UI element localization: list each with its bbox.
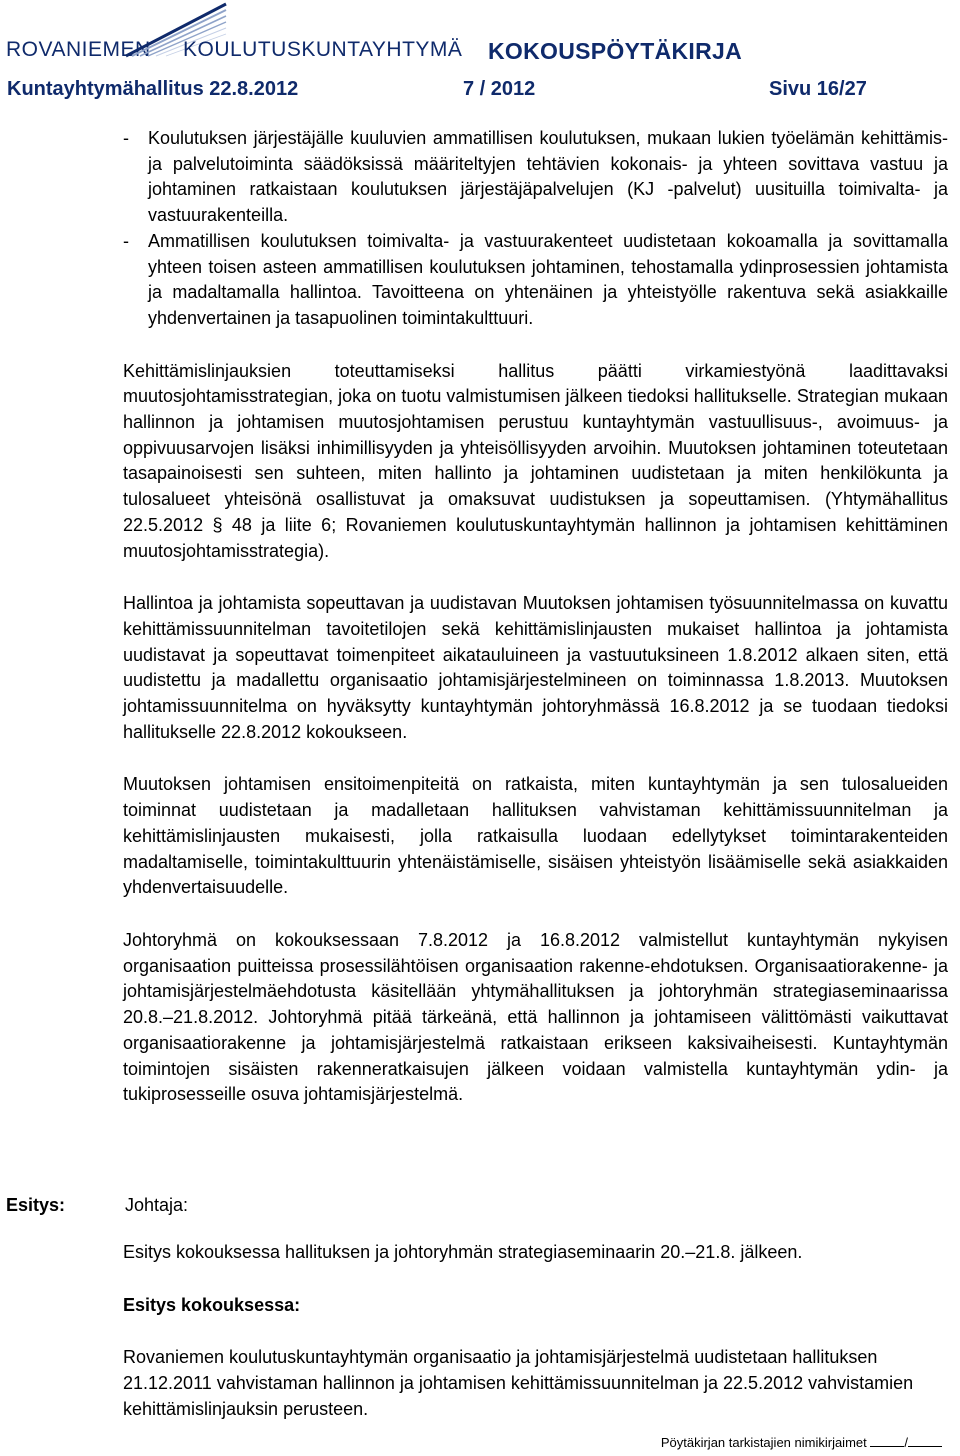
footer-separator: / (904, 1435, 908, 1450)
document-body (123, 126, 948, 1108)
header-meta-row (7, 78, 907, 104)
bullet-dash: - (123, 230, 129, 251)
logo-text-left: ROVANIEMEN (6, 38, 151, 61)
body-paragraph: Muutoksen johtamisen ensitoimenpiteitä on ratkaista, miten kuntayhtymän ja sen tulosalueiden toiminnat uudistetaan ja madalletaan hallituksen vahvistaman kehittämissuunnitelman ja kehittämislinjausten mukaisesti, jolla ratkaisulla luodaan edellytykset toimintarakenteiden madaltamiselle, toimintakulttuurin yhtenäistämiselle, sisäisen yhteistyön lisäämiselle sekä asiakkaiden yhdenvertaisuudelle. (123, 774, 948, 898)
bullet-item (123, 126, 948, 229)
initials-blank[interactable] (870, 1436, 904, 1447)
bullet-dash: - (123, 128, 129, 148)
footer-label: Pöytäkirjan tarkistajien nimikirjaimet (660, 1435, 867, 1450)
esitys-heading: Esitys kokouksessa: (123, 1294, 301, 1315)
johtaja-label: Johtaja: (125, 1195, 189, 1215)
esitys-text: Esitys kokouksessa hallituksen ja johtoryhmän strategiaseminaarin 20.–21.8. jälkeen. (123, 1242, 803, 1262)
esitys-label: Esitys: (6, 1195, 66, 1215)
organization-logo (6, 2, 463, 64)
initials-blank[interactable] (908, 1436, 942, 1447)
bullet-item (123, 229, 948, 332)
body-paragraph: Johtoryhmä on kokouksessaan 7.8.2012 ja 16.8.2012 valmistellut kuntayhtymän nykyisen organisaation puitteissa prosessilähtöisen organisaation rakenne-ehdotuksen. Organisaatiorakenne- ja johtamisjärjestelmäehdotusta käsitellään yhtymähallituksen ja johtoryhmän strategiaseminaarissa 20.8.–21.8.2012. Johtoryhmä pitää tärkeänä, että hallinnon ja johtamiseen välittömästi vaikuttavat organisaatiorakenne ja johtamisjärjestelmä ratkaistaan erikseen kaksivaiheisesti. Kuntayhtymän toimintojen sisäisten rakenneratkaisujen jälkeen voidaan valmistella kuntayhtymän ydin- ja tukiprosesseille osuva johtamisjärjestelmä. (123, 929, 948, 1105)
bullet-text: Ammatillisen koulutuksen toimivalta- ja vastuurakenteet uudistetaan kokoamalla ja sovittamalla yhteen toisen asteen ammatillisen koulutuksen johtaminen, tehostamalla ydinprosessien johtamista ja madaltamalla hallintoa. Tavoitteena on yhtenäinen ja yhteistyölle rakentuva sekä asiakkaille yhdenvertainen ja tasapuolinen toimintakulttuuri. (148, 230, 948, 328)
esitys-proposal: Rovaniemen koulutuskuntayhtymän organisaatio ja johtamisjärjestelmä uudistetaan hallituksen 21.12.2011 vahvistaman hallinnon ja johtamisen kehittämissuunnitelman ja 22.5.2012 vahvistamien kehittämislinjauksin perusteen. (123, 1347, 914, 1419)
meeting-name: Kuntayhtymähallitus 22.8.2012 (7, 78, 299, 100)
esitys-section (123, 1240, 960, 1423)
footer-initials (661, 1435, 942, 1450)
logo-text-right: KOULUTUSKUNTAYHTYMÄ (183, 38, 463, 61)
meeting-number: 7 / 2012 (463, 78, 536, 100)
page-number: Sivu 16/27 (769, 78, 867, 100)
document-type-title: KOKOUSPÖYTÄKIRJA (488, 38, 742, 64)
bullet-text: Koulutuksen järjestäjälle kuuluvien ammatillisen koulutuksen, mukaan lukien työelämän kehittämis- ja palvelutoiminta säädöksissä määriteltyjen tehtävien kokonais- ja yhteen sovittava vastuu ja johtaminen ratkaistaan koulutuksen järjestäjäpalvelujen (KJ -palvelut) uusituilla toimivalta- ja vastuurakenteilla. (148, 128, 948, 226)
body-paragraph: Hallintoa ja johtamista sopeuttavan ja uudistavan Muutoksen johtamisen työsuunnitelmassa on kuvattu kehittämissuunnitelman tavoitetilojen sekä kehittämislinjausten mukaiset hallintoa ja johtamista uudistavat ja sopeuttavat toimenpiteet aikatauluineen ja vastuutuksineen 1.8.2012 alkaen siten, että uudistettu ja madallettu organisaatio johtamisjärjestelmineen on toiminnassa 1.8.2013. Muutoksen johtamissuunnitelma on hyväksytty kuntayhtymän johtoryhmässä 16.8.2012 ja se tuodaan tiedoksi hallitukselle 22.8.2012 kokoukseen. (123, 593, 948, 742)
body-paragraph: Kehittämislinjauksien toteuttamiseksi hallitus päätti virkamiestyönä laadittavaksi muutosjohtamisstrategian, joka on tuotu valmistumisen jälkeen tiedoksi hallitukselle. Strategian mukaan hallinnon ja johtamisen muutosjohtamisen perustuu kuntayhtymän vastuullisuus-, avoimuus- ja oppivuusarvojen lisäksi inhimillisyyden ja yhteisöllisyyden arvoihin. Muutoksen johtaminen toteutetaan tasapainoisesti sen suhteen, miten hallinto ja johtaminen uudistetaan ja miten henkilökunta ja tulosalueet yhteisönä osallistuvat ja omaksuvat uudistuksen ja sopeuttamisen. (Yhtymähallitus 22.5.2012 § 48 ja liite 6; Rovaniemen koulutuskuntayhtymän hallinnon ja johtamisen kehittäminen muutosjohtamisstrategia). (123, 360, 948, 561)
